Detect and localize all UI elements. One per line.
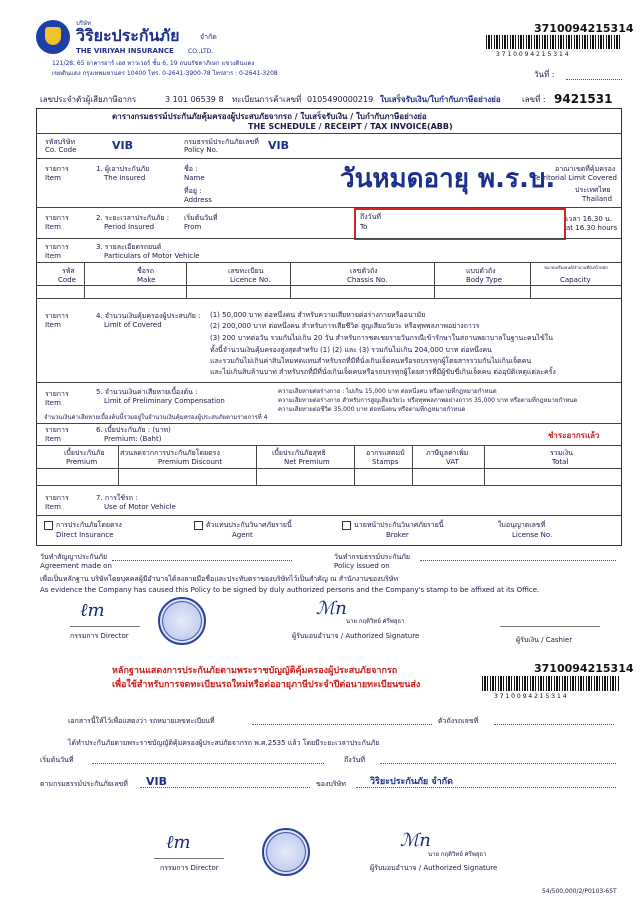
co-code-label-en: Co. Code [45,146,77,154]
direct-insurance-label-en: Direct Insurance [56,531,114,539]
director-label: กรรมการ Director [70,632,129,640]
vehicle-col-capacity-en: Capacity [560,276,591,284]
limit-line: (1) 50,000 บาท ต่อหนึ่งคน สำหรับความเสียหายต่อร่างกายหรืออนามัย [210,311,426,319]
vehicle-col-make-th: ชื่อรถ [137,267,154,275]
premium-col-vat-th: ภาษีมูลค่าเพิ่ม [426,449,469,457]
company-address-line-2: เขตดินแดง กรุงเทพมหานคร 10400 โทร. 0-2641-3900-78 โทรสาร : 0-2641-3208 [52,70,278,77]
vehicle-col-make-en: Make [137,276,156,284]
stub-document-number: 3710094215314 [534,662,634,675]
territory-country-en: Thailand [582,195,613,203]
tax-id-label: เลขประจำตัวผู้เสียภาษีอากร [40,95,137,104]
stub-company-value: วิริยะประกันภัย จำกัด [370,777,453,787]
date-field [566,79,622,80]
stub-heading-1: หลักฐานแสดงการประกันภัยตามพระราชบัญญัติคุ้มครองผู้ประสบภัยจากรถ [112,666,398,676]
item2-label-en: Item [45,223,61,231]
receipt-number: 9421531 [554,92,613,106]
vehicle-col-body-en: Body Type [466,276,502,284]
agent-label-en: Agent [232,531,253,539]
stub-director-signature: ℓm [166,832,191,853]
insured-address-label-en: Address [184,196,212,204]
item1-label-en: Item [45,174,61,182]
stub-end-label: ถึงวันที่ [344,756,365,764]
company-en-suffix: CO.,LTD. [188,48,214,55]
co-code-value: VIB [112,139,133,152]
stub-start-label: เริ่มต้นวันที่ [40,756,74,764]
item1-label-th: รายการ [45,165,69,173]
evidence-text-en: As evidence the Company has caused this Policy to be signed by duly authorized persons and the Company's stamp to be affixed at its Office. [40,586,540,594]
item2-label-th: รายการ [45,214,69,222]
branch-number: 0105490000219 [307,95,374,104]
item2-title-th: 2. ระยะเวลาประกันภัย : [96,214,170,222]
limit-line: และไม่เกินสิบล้านบาท สำหรับรถที่มีที่นั่งเกินเจ็ดคนหรือรถบรรทุกผู้โดยสารที่มีผู้ขับขี่เกินเจ็ดคน ต่ออุบัติเหตุแต่ละครั้ง [210,368,556,376]
document-barcode [486,35,620,49]
insured-name-label-th: ชื่อ : [184,165,198,173]
stamp-duty-paid: ชำระอากรแล้ว [548,431,600,440]
company-name-en: THE VIRIYAH INSURANCE [76,47,174,55]
premium-col-discount-en: Premium Discount [158,458,223,466]
stub-line-1: เอกสารนี้ให้ไว้เพื่อแสดงว่า รถหมายเลขทะเบียนที่ [68,717,215,725]
prelim-line: ความเสียหายต่อร่างกาย : ไม่เกิน 15,000 บาท ต่อหนึ่งคน หรือตามที่กฎหมายกำหนด [278,388,497,395]
policy-no-label-en: Policy No. [184,146,218,154]
co-code-label-th: รหัสบริษัท [45,138,76,146]
vehicle-col-chassis-th: เลขตัวถัง [350,267,378,275]
license-label-th: ใบอนุญาตเลขที่ [498,521,546,529]
stub-line-1b: ตัวถังรถเลขที่ [438,717,479,725]
item5-label-th: รายการ [45,390,69,398]
direct-insurance-checkbox[interactable] [44,521,53,530]
item3-label-th: รายการ [45,243,69,251]
company-small-label: บริษัท [76,20,91,27]
vehicle-col-licence-th: เลขทะเบียน [228,267,264,275]
item1-title-en: The Insured [104,174,146,182]
item4-title-en: Limit of Covered [104,321,162,329]
stub-barcode [482,676,620,691]
territory-country-th: ประเทศไทย [575,186,611,194]
license-label-en: License No. [512,531,553,539]
company-name-thai: วิริยะประกันภัย [76,26,180,45]
premium-col-premium-th: เบี้ยประกันภัย [64,449,105,457]
item6-label-en: Item [45,435,61,443]
premium-col-net-th: เบี้ยประกันภัยสุทธิ [272,449,326,457]
premium-col-stamps-th: อากรแสตมป์ [366,449,405,457]
direct-insurance-label-th: การประกันภัยโดยตรง [56,521,122,529]
tax-id-value: 3 101 06539 8 [165,95,224,104]
premium-col-total-en: Total [552,458,569,466]
broker-label-th: นายหน้าประกันวินาศภัยรายนี้ [354,521,444,529]
director-signature: ℓm [80,600,105,621]
premium-col-stamps-en: Stamps [372,458,399,466]
limit-line: ทั้งนี้จำนวนเงินคุ้มครองสูงสุดสำหรับ (1) (2) และ (3) รวมกันไม่เกิน 204,000 บาท ต่อหนึ่งคน [210,346,492,354]
agreement-made-label-th: วันทำสัญญาประกันภัย [40,553,108,561]
stub-line-2: ได้ทำประกันภัยตามพระราชบัญญัติคุ้มครองผู้ประสบภัยจากรถ พ.ศ.2535 แล้ว โดยมีระยะเวลาประกันภัย [68,739,380,747]
company-logo [36,20,70,54]
item5-label-en: Item [45,399,61,407]
stub-authorized-label: ผู้รับมอบอำนาจ / Authorized Signature [370,864,498,872]
logo-emblem-icon [45,27,61,45]
item2-title-en: Period Insured [104,223,155,231]
agent-checkbox[interactable] [194,521,203,530]
broker-label-en: Broker [386,531,409,539]
document-number: 3710094215314 [534,22,634,35]
territory-label-th: อาณาเขตที่คุ้มครอง [555,165,616,173]
premium-col-premium-en: Premium [66,458,98,466]
premium-col-vat-en: VAT [446,458,459,466]
cashier-label: ผู้รับเงิน / Cashier [516,636,573,644]
period-time-th: เวลา 16.30 น. [566,215,613,223]
insured-address-label-th: ที่อยู่ : [184,187,202,195]
stub-heading-2: เพื่อใช้สำหรับการจดทะเบียนรถใหม่หรือต่ออายุภาษีประจำปีต่อนายทะเบียนขนส่ง [112,680,421,690]
vehicle-col-body-th: แบบตัวถัง [466,267,496,275]
schedule-title-en: THE SCHEDULE / RECEIPT / TAX INVOICE(ABB) [248,122,453,131]
item5-title-th: 5. จำนวนเงินค่าเสียหายเบื้องต้น : [96,388,198,396]
vehicle-col-licence-en: Licence No. [230,276,271,284]
stub-company-seal-icon [262,828,310,876]
item3-title-en: Particulars of Motor Vehicle [104,252,200,260]
vehicle-col-code-en: Code [58,276,76,284]
item5-title-en: Limit of Preliminary Compensation [104,397,225,405]
period-to-label-th: ถึงวันที่ [360,213,381,221]
stub-barcode-digits: 3 7 1 0 0 9 4 2 1 5 3 1 4 [494,693,567,700]
item1-title-th: 1. ผู้เอาประกันภัย [96,165,150,173]
company-seal-icon [158,597,206,645]
authorized-label: ผู้รับมอบอำนาจ / Authorized Signature [292,632,420,640]
limit-line: (2) 200,000 บาท ต่อหนึ่งคน สำหรับการเสียชีวิต สูญเสียอวัยวะ หรือทุพพลภาพอย่างถาวร [210,322,480,330]
stub-policy-label: ตามกรมธรรม์ประกันภัยเลขที่ [40,780,128,788]
stub-authorized-signature: ℳn [400,830,431,851]
stub-company-label: ของบริษัท [316,780,346,788]
premium-col-net-en: Net Premium [284,458,330,466]
date-label: วันที่ : [534,70,555,79]
vehicle-col-chassis-en: Chassis No. [347,276,388,284]
item7-label-en: Item [45,503,61,511]
policy-no-label-th: กรมธรรม์ประกันภัยเลขที่ [184,138,259,146]
limit-line: และรวมกันไม่เกินค่าสินไหมทดแทนสำหรับรถที่มีที่นั่งเกินเจ็ดคนหรือรถบรรทุกผู้โดยสารรวมกันไม่เกินเจ็ดคน [210,357,532,365]
agent-label-th: ตัวแทนประกันวินาศภัยรายนี้ [206,521,292,529]
item7-title-th: 7. การใช้รถ : [96,494,138,502]
receipt-label: ใบเสร็จรับเงิน/ใบกำกับภาษีอย่างย่อ [380,95,501,104]
policy-issued-label-en: Policy issued on [334,562,390,570]
period-time-en: at 16.30 hours [566,224,618,232]
premium-col-discount-th: ส่วนลดจากการประกันภัยโดยตรง [120,449,220,457]
authorized-name: นาย กฤติวิทย์ ศรีพสุธา [346,618,405,625]
prelim-line: ความเสียหายต่อชีวิต 35,000 บาท ต่อหนึ่งคน หรือตามที่กฎหมายกำหนด [278,406,466,413]
item3-label-en: Item [45,252,61,260]
limit-line: (3) 200 บาทต่อวัน รวมกันไม่เกิน 20 วัน สำหรับการชดเชยรายวันกรณีเข้ารักษาในสถานพยาบาลในฐานะคนไข้ใน [210,334,553,342]
premium-col-total-th: รวมเงิน [550,449,573,457]
policy-no-value: VIB [268,139,289,152]
expiry-annotation-text: วันหมดอายุ พ.ร.บ. [340,164,556,194]
item6-title-en: Premium: (Baht) [104,435,162,443]
barcode-digits: 3 7 1 0 0 9 4 2 1 5 3 1 4 [496,51,569,58]
item4-label-en: Item [45,321,61,329]
item7-title-en: Use of Motor Vehicle [104,503,176,511]
item4-label-th: รายการ [45,312,69,320]
prelim-line: ความเสียหายต่อร่างกาย สำหรับการสูญเสียอวัยวะ หรือทุพพลภาพอย่างถาวร 35,000 บาท หรือตามที่กฎหมายกำหนด [278,397,578,404]
vehicle-col-capacity-th: ขนาดเครื่องยนต์/จำนวนที่นั่ง/น้ำหนัก [544,265,608,270]
form-code: 54/500,000/2/P0103-65T [542,888,617,895]
company-suffix: จำกัด [200,33,217,41]
prelim-footer: จำนวนเงินค่าเสียหายเบื้องต้นนี้รวมอยู่ในจำนวนเงินคุ้มครองผู้ประสบภัยตามรายการที่ 4 [44,414,268,421]
policy-issued-label-th: วันทำกรมธรรม์ประกันภัย [334,553,410,561]
stub-director-label: กรรมการ Director [160,864,219,872]
item4-title-th: 4. จำนวนเงินคุ้มครองผู้ประสบภัย : [96,312,201,320]
item6-title-th: 6. เบี้ยประกันภัย : (บาท) [96,426,171,434]
period-to-label-en: To [360,223,368,231]
insured-name-label-en: Name [184,174,205,182]
stub-policy-value: VIB [146,775,167,788]
territory-label-en: Territorial Limit Covered [533,174,617,182]
expiry-highlight-box [354,208,566,240]
schedule-title-thai: ตารางกรมธรรม์ประกันภัยคุ้มครองผู้ประสบภัยจากรถ / ใบเสร็จรับเงิน / ใบกำกับภาษีอย่างย่อ [112,112,427,121]
receipt-number-label: เลขที่ : [522,95,546,104]
evidence-text-th: เพื่อเป็นหลักฐาน บริษัทโดยบุคคลผู้มีอำนาจได้ลงลายมือชื่อและประทับตราของบริษัทไว้เป็นสำคัญ ณ สำนักงานของบริษัท [40,575,398,583]
period-from-label-th: เริ่มต้นวันที่ [184,214,218,222]
period-from-label-en: From [184,223,202,231]
item7-label-th: รายการ [45,494,69,502]
item3-title-th: 3. รายละเอียดรถยนต์ [96,243,162,251]
item6-label-th: รายการ [45,426,69,434]
authorized-signature: ℳn [316,598,347,619]
stub-authorized-name: นาย กฤติวิทย์ ศรีพสุธา [428,851,487,858]
broker-checkbox[interactable] [342,521,351,530]
company-address-line-1: 121/28, 65 อาคารอาร์ เอส ทาวเวอร์ ชั้น 6, 19 ถนนรัชดาภิเษก แขวงดินแดง [52,60,255,67]
agreement-made-label-en: Agreement made on [40,562,112,570]
vehicle-col-code-th: รหัส [62,267,75,275]
branch-label: ทะเบียนการค้าเลขที่ [232,95,302,104]
